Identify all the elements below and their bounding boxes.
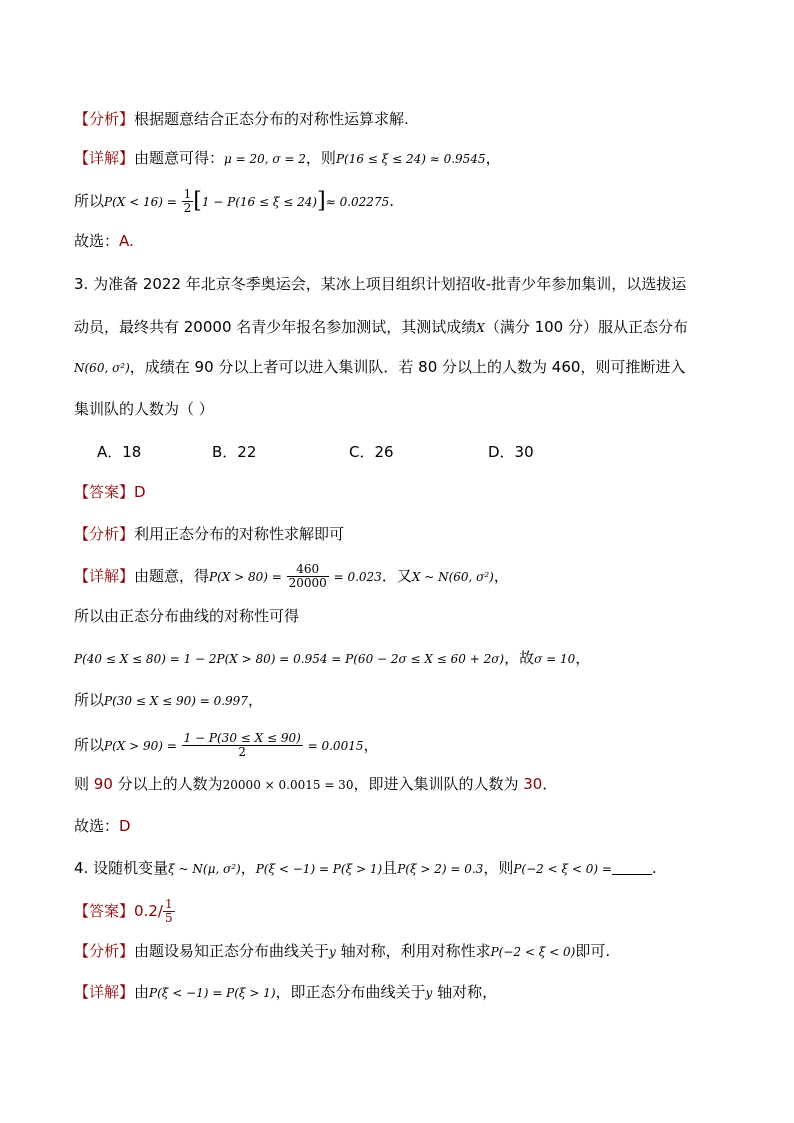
detail-tag: 【详解】 [74, 567, 135, 585]
detail-text: 所以 [74, 736, 105, 754]
math-expression: P(ξ > 2) = 0.3 [397, 862, 484, 876]
math-expression: P(40 ≤ X ≤ 80) = 1 − 2P(X > 80) = 0.954 = P(60 − 2σ ≤ X ≤ 60 + 2σ) [74, 652, 505, 666]
math-expression: σ = 10 [534, 652, 576, 666]
math-expression: P(−2 < ξ < 0) [490, 945, 576, 959]
detail-text: 由题意可得： [134, 149, 225, 167]
math-expression: P(X < 16) = [104, 195, 177, 209]
highlight-number: 30 [523, 775, 543, 793]
punctuation: ． [542, 775, 558, 793]
q3-stem-line-1: 3. 为准备 2022 年北京冬季奥运会，某冰上项目组织计划招收-批青少年参加集训，以选拔运 [74, 275, 687, 293]
punctuation: . [651, 859, 657, 877]
answer-value: 0.2/ [134, 902, 163, 920]
math-expression: P(30 ≤ X ≤ 90) = 0.997 [104, 694, 248, 708]
math-expression: = 0.0015 [307, 739, 364, 753]
analysis-text: 由题设易知正态分布曲线关于 [134, 942, 330, 960]
detail-text: ，即正态分布曲线关于 [275, 983, 426, 1001]
answer-prefix: 故选： [74, 817, 120, 835]
q3-symmetry-line: 所以由正态分布曲线的对称性可得 [74, 607, 300, 625]
detail-text: 所以 [74, 691, 105, 709]
detail-tag: 【详解】 [74, 983, 135, 1001]
fraction-denominator: 5 [164, 911, 173, 925]
analysis-tag: 【分析】 [74, 110, 135, 128]
analysis-tag: 【分析】 [74, 942, 135, 960]
math-expression: N(60, σ²) [74, 361, 130, 375]
math-expression: P(16 ≤ ξ ≤ 24) ≈ 0.9545 [335, 152, 486, 166]
answer-choice: D [134, 483, 146, 501]
punctuation: ， [247, 691, 263, 709]
detail-text: 分以上的人数为 [112, 775, 223, 793]
q3-eq1-line [74, 647, 590, 670]
q4-analysis-line [74, 940, 610, 963]
math-expression: 1 − P(16 ≤ ξ ≤ 24) [201, 195, 318, 209]
q3-answer-line [74, 481, 146, 503]
q3-detail-line [74, 563, 509, 590]
so-text: 所以 [74, 192, 105, 210]
bracket-right: ] [317, 188, 326, 214]
fraction [182, 188, 194, 215]
punctuation: ， [240, 859, 256, 877]
q4-detail-line [74, 981, 497, 1004]
q2-detail-line [74, 147, 501, 170]
math-expression: ≈ 0.02275 [325, 195, 390, 209]
q3-stem-line-4: 集训队的人数为（ ） [74, 400, 214, 418]
punctuation: . [389, 192, 394, 210]
punctuation: ， [363, 736, 379, 754]
detail-tag: 【详解】 [74, 149, 135, 167]
q2-answer-line [74, 230, 134, 252]
answer-prefix: 故选： [74, 232, 120, 250]
q4-answer-line [74, 898, 175, 925]
answer-tag: 【答案】 [74, 483, 135, 501]
answer-blank [612, 860, 652, 875]
math-expression: = 0.023 [333, 570, 382, 584]
fraction-numerator: 460 [287, 563, 329, 577]
fraction [163, 898, 175, 925]
detail-text: ，故 [504, 649, 535, 667]
detail-text: 由 [134, 983, 150, 1001]
math-expression: P(ξ < −1) = P(ξ > 1) [255, 862, 383, 876]
analysis-text: 利用正态分布的对称性求解即可 [134, 525, 345, 543]
stem-text: ，则 [483, 859, 514, 877]
punctuation: ， [485, 149, 501, 167]
option-d: D．30 [488, 443, 534, 461]
q4-stem-line [74, 857, 657, 880]
fraction-numerator: 1 [183, 187, 192, 201]
math-expression: 20000 × 0.0015 = 30 [222, 778, 354, 792]
fraction [182, 732, 303, 759]
q3-stem-line-3 [74, 356, 685, 379]
fraction-denominator: 2 [183, 201, 192, 215]
q3-analysis-line [74, 523, 344, 545]
stem-text: ，成绩在 90 分以上者可以进入集训队．若 80 分以上的人数为 460，则可推断进入 [129, 358, 686, 376]
option-b: B．22 [212, 443, 257, 461]
detail-text: 由题意，得 [134, 567, 210, 585]
option-c: C．26 [349, 443, 394, 461]
math-variable: y [329, 945, 336, 959]
detail-text: ，即进入集训队的人数为 [353, 775, 524, 793]
q2-analysis-line [74, 108, 409, 130]
fraction-numerator: 1 − P(30 ≤ X ≤ 90) [183, 731, 301, 745]
math-expression: P(X > 80) = [209, 570, 282, 584]
stem-text: 动员，最终共有 20000 名青少年报名参加测试，其测试成绩 [74, 318, 477, 336]
q3-eq3-line [74, 732, 378, 759]
stem-text: 4. 设随机变量 [74, 859, 169, 877]
q3-count-line [74, 773, 557, 796]
fraction-numerator: 1 [164, 897, 173, 911]
option-a: A．18 [97, 443, 142, 461]
detail-text: 则 [74, 775, 94, 793]
fraction-denominator: 2 [238, 745, 247, 759]
fraction [287, 563, 329, 590]
math-expression: P(X > 90) = [104, 739, 177, 753]
math-expression: ξ ~ N(μ, σ²) [168, 862, 241, 876]
answer-choice: D [119, 817, 131, 835]
stem-text: 且 [382, 859, 398, 877]
analysis-tag: 【分析】 [74, 525, 135, 543]
detail-text: ，则 [305, 149, 336, 167]
detail-text: ．又 [381, 567, 412, 585]
q3-stem-line-2 [74, 316, 688, 339]
answer-choice: A. [119, 232, 134, 250]
q3-eq2-line [74, 689, 263, 712]
analysis-text: 即可. [575, 942, 611, 960]
q3-final-line [74, 815, 131, 837]
analysis-text: 轴对称，利用对称性求 [335, 942, 491, 960]
stem-text: （满分 100 分）服从正态分布 [484, 318, 688, 336]
math-expression: μ = 20, σ = 2 [224, 152, 306, 166]
analysis-text: 根据题意结合正态分布的对称性运算求解. [134, 110, 409, 128]
answer-tag: 【答案】 [74, 902, 135, 920]
q2-so-line [74, 188, 394, 215]
math-expression: P(ξ < −1) = P(ξ > 1) [149, 986, 276, 1000]
math-variable: y [425, 986, 433, 1000]
bracket-left: [ [193, 188, 202, 214]
math-expression: X ~ N(60, σ²) [411, 570, 494, 584]
math-expression: P(−2 < ξ < 0) = [513, 862, 612, 876]
math-expression: X [476, 321, 485, 335]
highlight-number: 90 [93, 775, 113, 793]
fraction-denominator: 20000 [288, 576, 327, 590]
punctuation: ， [493, 567, 509, 585]
detail-text: 轴对称， [432, 983, 498, 1001]
punctuation: ， [575, 649, 591, 667]
